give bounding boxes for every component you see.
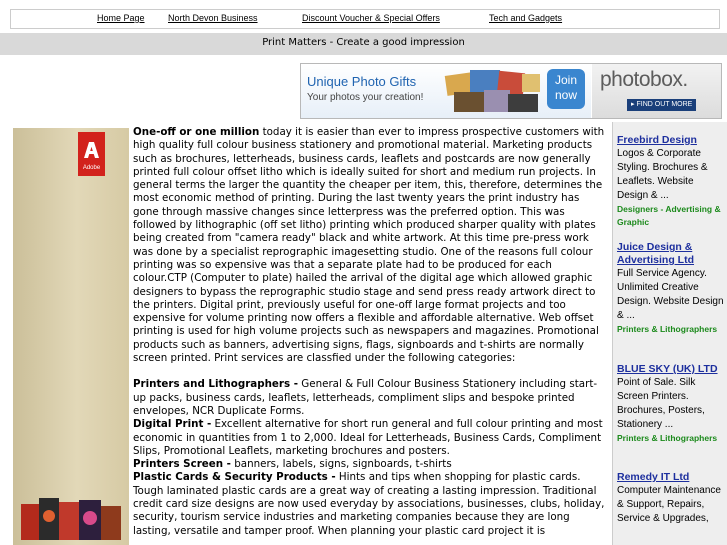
find-out-more-button[interactable] xyxy=(627,99,696,111)
adobe-logo xyxy=(78,132,105,176)
section-text: Excellent alternative for short run general and full colour printing and most economic in quantities from 1 to 2,000. Ideal for Letterheads, Business Cards, Compliment Slips, Promotional Leaflets, marketing brochures and posters. xyxy=(133,418,603,457)
ad-title-link[interactable]: Juice Design & Advertising Ltd xyxy=(617,241,695,266)
photo-gifts-image xyxy=(444,68,542,114)
photobox-banner-ad[interactable] xyxy=(300,63,722,119)
top-navigation xyxy=(10,9,720,29)
ad-category[interactable]: Printers & Lithographers xyxy=(617,324,718,334)
tagline-bar xyxy=(0,33,727,55)
banner-title: Unique Photo Gifts xyxy=(307,74,417,89)
section-plastic-cards xyxy=(133,471,607,537)
ad-title-link[interactable]: Freebird Design xyxy=(617,134,697,146)
nav-link-home[interactable]: Home Page xyxy=(97,13,145,23)
ad-listing xyxy=(617,241,727,336)
ad-listing xyxy=(617,363,727,445)
section-printers-lithographers xyxy=(133,378,607,418)
ad-category[interactable]: Printers & Lithographers xyxy=(617,433,718,443)
find-out-more-label: FIND OUT MORE xyxy=(636,101,693,108)
banner-subtitle: Your photos your creation! xyxy=(307,92,424,103)
ad-category[interactable]: Designers - Advertising & Graphic xyxy=(617,204,721,227)
section-heading: Plastic Cards & Security Products - xyxy=(133,471,336,484)
section-digital-print xyxy=(133,418,607,458)
play-icon: ▸ xyxy=(631,101,637,108)
section-heading: Printers and Lithographers - xyxy=(133,378,298,391)
banner-left-panel xyxy=(301,64,591,118)
section-text: banners, labels, signs, signboards, t-shirts xyxy=(234,458,452,471)
join-label: Join xyxy=(554,73,577,87)
section-text: General & Full Colour Business Stationery including start-up packs, business cards, leaflets, letterheads, compliment slips and bespoke printed envelopes, NCR Duplicate Forms. xyxy=(133,378,598,417)
join-now-button[interactable] xyxy=(547,69,585,109)
ad-listing xyxy=(617,134,727,229)
banner-right-panel xyxy=(592,64,721,118)
main-content xyxy=(133,126,607,538)
section-heading: Printers Screen - xyxy=(133,458,231,471)
ad-title-link[interactable]: Remedy IT Ltd xyxy=(617,471,690,483)
adobe-a-icon xyxy=(78,136,105,166)
ad-description: Full Service Agency. Unlimited Creative Design. Website Design & ... xyxy=(617,268,724,321)
section-heading: Digital Print - xyxy=(133,418,212,431)
ad-description: Logos & Corporate Styling. Brochures & Leaflets. Website Design & ... xyxy=(617,148,708,201)
now-label: now xyxy=(554,88,577,102)
ad-title-link[interactable]: BLUE SKY (UK) LTD xyxy=(617,363,718,375)
section-text: Hints and tips when shopping for plastic cards. Tough laminated plastic cards are a great way of creating a lasting impression. Traditional credit card size designs are now used everyday by associations, businesses, clubs, holiday, security, tourism service industries and marketing companies because they are long lasting, versatile and tamper proof. When planning your plastic card project it is xyxy=(133,471,605,537)
tagline-text: Print Matters - Create a good impression xyxy=(262,37,465,48)
adobe-logo-text: Adobe xyxy=(82,165,101,171)
nav-link-north-devon-business[interactable]: North Devon Business xyxy=(168,13,258,23)
nav-link-tech-gadgets[interactable]: Tech and Gadgets xyxy=(489,13,563,23)
intro-paragraph xyxy=(133,126,607,365)
ad-description: Computer Maintenance & Support, Repairs, Service & Upgrades, xyxy=(617,485,721,524)
sponsored-listings-sidebar xyxy=(612,122,727,545)
left-decorative-panel xyxy=(13,128,129,545)
nav-link-discount-voucher[interactable]: Discount Voucher & Special Offers xyxy=(302,13,440,23)
ad-description: Point of Sale. Silk Screen Printers. Brochures, Posters, Stationery ... xyxy=(617,377,705,430)
photobox-logo: photobox. xyxy=(600,68,688,91)
software-boxes-image xyxy=(19,494,127,542)
ad-listing xyxy=(617,471,727,526)
section-printers-screen xyxy=(133,458,607,471)
intro-text: today it is easier than ever to impress prospective customers with high quality full colour business stationery and promotional material. Marketing products such as brochures, letterheads, business cards, leaflets and postcards are now generally printed full colour offset litho which is ideally suited for short and medium run projects. In general terms the larger the quantity the cheaper per item, this, therefore, determines the most economic method of printing. During the last twenty years the print industry has gone through massive changes since letterpress was the preferred option. This was followed by lithographic (off set litho) printing which produced sharper quality with plates being created from "camera ready" black and white artwork. At this time pre-press work was done by a specialist reprographic imagesetting studio. One of the reasons full colour printing was so expensive was that a separate plate had to be produced for each colour.CTP (Computer to plate) hailed the arrival of the digital age which allowed graphic designers to bypass the reprographic studio stage and send press ready artwork direct to the printers. Digital print, previously useful for one-off large format projects and too expensive for volume printing now offers a flexible and affordable alternative. Web offset printing is used for high volume projects such as newspapers and magazines. Promotional products such as banners, advertising signs, flags, signboards and t-shirts are normally screen printed. Print services are classfied under the following categories: xyxy=(133,126,605,365)
intro-heading: One-off or one million xyxy=(133,126,260,138)
